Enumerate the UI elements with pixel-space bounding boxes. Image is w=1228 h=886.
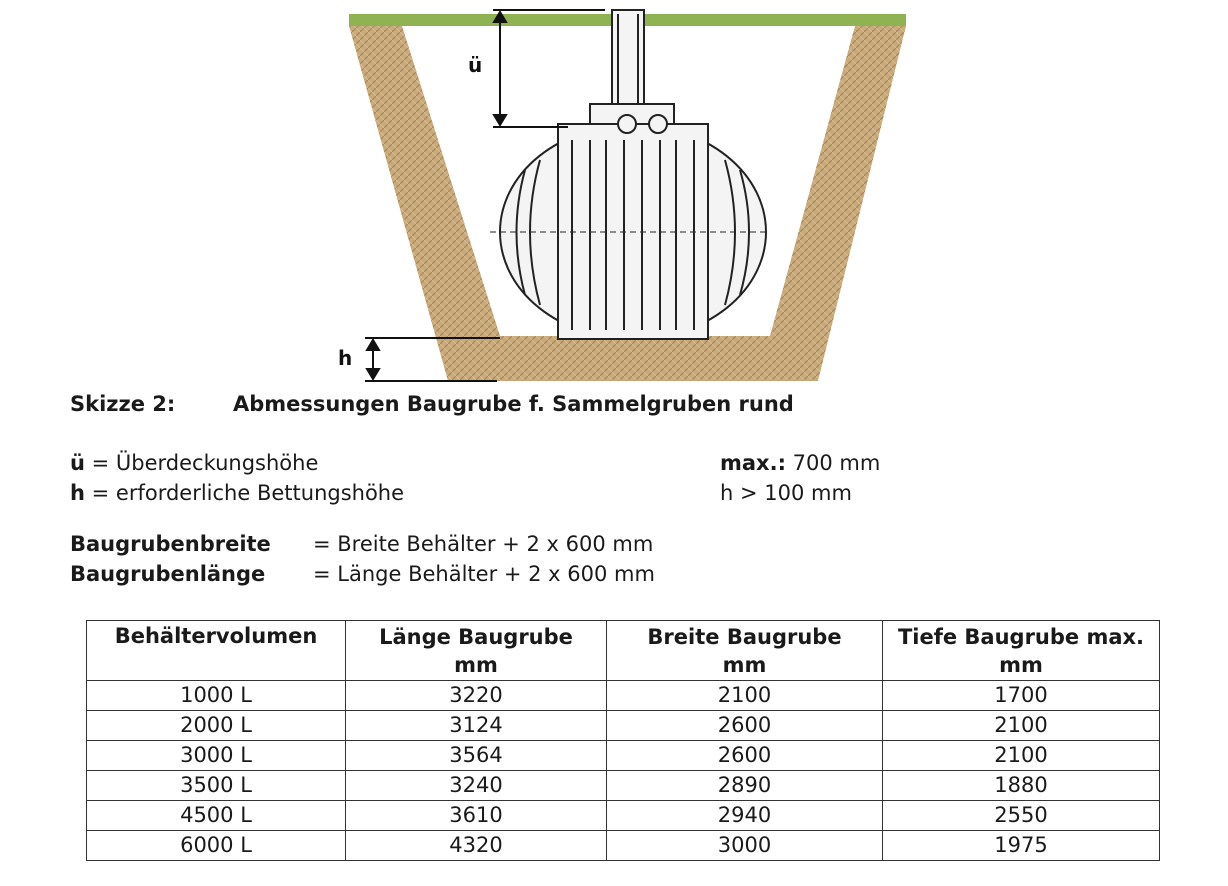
- table-cell: 2940: [607, 801, 883, 831]
- header-depth: Tiefe Baugrube max. mm: [883, 621, 1160, 681]
- table-row: [87, 771, 1160, 801]
- table-cell: 1880: [883, 771, 1160, 801]
- definition-u-text: = Überdeckungshöhe: [84, 451, 319, 475]
- table-cell: 6000 L: [87, 831, 346, 861]
- symbol-h: h: [70, 481, 85, 505]
- pit-width-formula: = Breite Behälter + 2 x 600 mm: [313, 532, 654, 556]
- label-u: ü: [468, 53, 483, 77]
- table-row: [87, 711, 1160, 741]
- table-cell: 3610: [346, 801, 607, 831]
- table-cell: 2100: [607, 681, 883, 711]
- limit-h: h > 100 mm: [720, 481, 852, 505]
- table-cell: 3240: [346, 771, 607, 801]
- table-cell: 2600: [607, 711, 883, 741]
- table-cell: 3000 L: [87, 741, 346, 771]
- table-cell: 4500 L: [87, 801, 346, 831]
- pit-length-term: Baugrubenlänge: [70, 562, 266, 586]
- table-cell: 3000: [607, 831, 883, 861]
- table-cell: 2890: [607, 771, 883, 801]
- figure-number: Skizze 2:: [70, 392, 176, 416]
- label-h: h: [338, 346, 353, 370]
- symbol-u: ü: [70, 451, 85, 475]
- dimensions-table: [86, 620, 1160, 861]
- table-cell: 2550: [883, 801, 1160, 831]
- limit-u-value: 700 mm: [785, 451, 881, 475]
- table-cell: 1000 L: [87, 681, 346, 711]
- header-width: Breite Baugrube mm: [607, 621, 883, 681]
- table-header-row: [87, 621, 1160, 681]
- table-row: [87, 831, 1160, 861]
- table-cell: 2100: [883, 711, 1160, 741]
- table-cell: 1975: [883, 831, 1160, 861]
- table-cell: 2600: [607, 741, 883, 771]
- header-length: Länge Baugrube mm: [346, 621, 607, 681]
- table-row: [87, 801, 1160, 831]
- table-row: [87, 741, 1160, 771]
- table-cell: 2000 L: [87, 711, 346, 741]
- definition-h: [70, 481, 404, 505]
- table-cell: 3220: [346, 681, 607, 711]
- table-cell: 2100: [883, 741, 1160, 771]
- definition-h-text: = erforderliche Bettungshöhe: [84, 481, 405, 505]
- figure-title: Abmessungen Baugrube f. Sammelgruben rund: [233, 392, 794, 416]
- cover-height-dimension: [493, 10, 605, 127]
- pit-width-term: Baugrubenbreite: [70, 532, 271, 556]
- tank: [490, 10, 770, 339]
- pit-length-formula: = Länge Behälter + 2 x 600 mm: [313, 562, 655, 586]
- table-cell: 3500 L: [87, 771, 346, 801]
- excavation-sketch: [0, 0, 1228, 390]
- definition-u: [70, 451, 318, 475]
- table-row: [87, 681, 1160, 711]
- limit-u: [720, 451, 880, 475]
- table-cell: 3564: [346, 741, 607, 771]
- table-cell: 4320: [346, 831, 607, 861]
- limit-u-label: max.:: [720, 451, 786, 475]
- header-volume: Behältervolumen: [87, 621, 346, 681]
- table-cell: 1700: [883, 681, 1160, 711]
- table-cell: 3124: [346, 711, 607, 741]
